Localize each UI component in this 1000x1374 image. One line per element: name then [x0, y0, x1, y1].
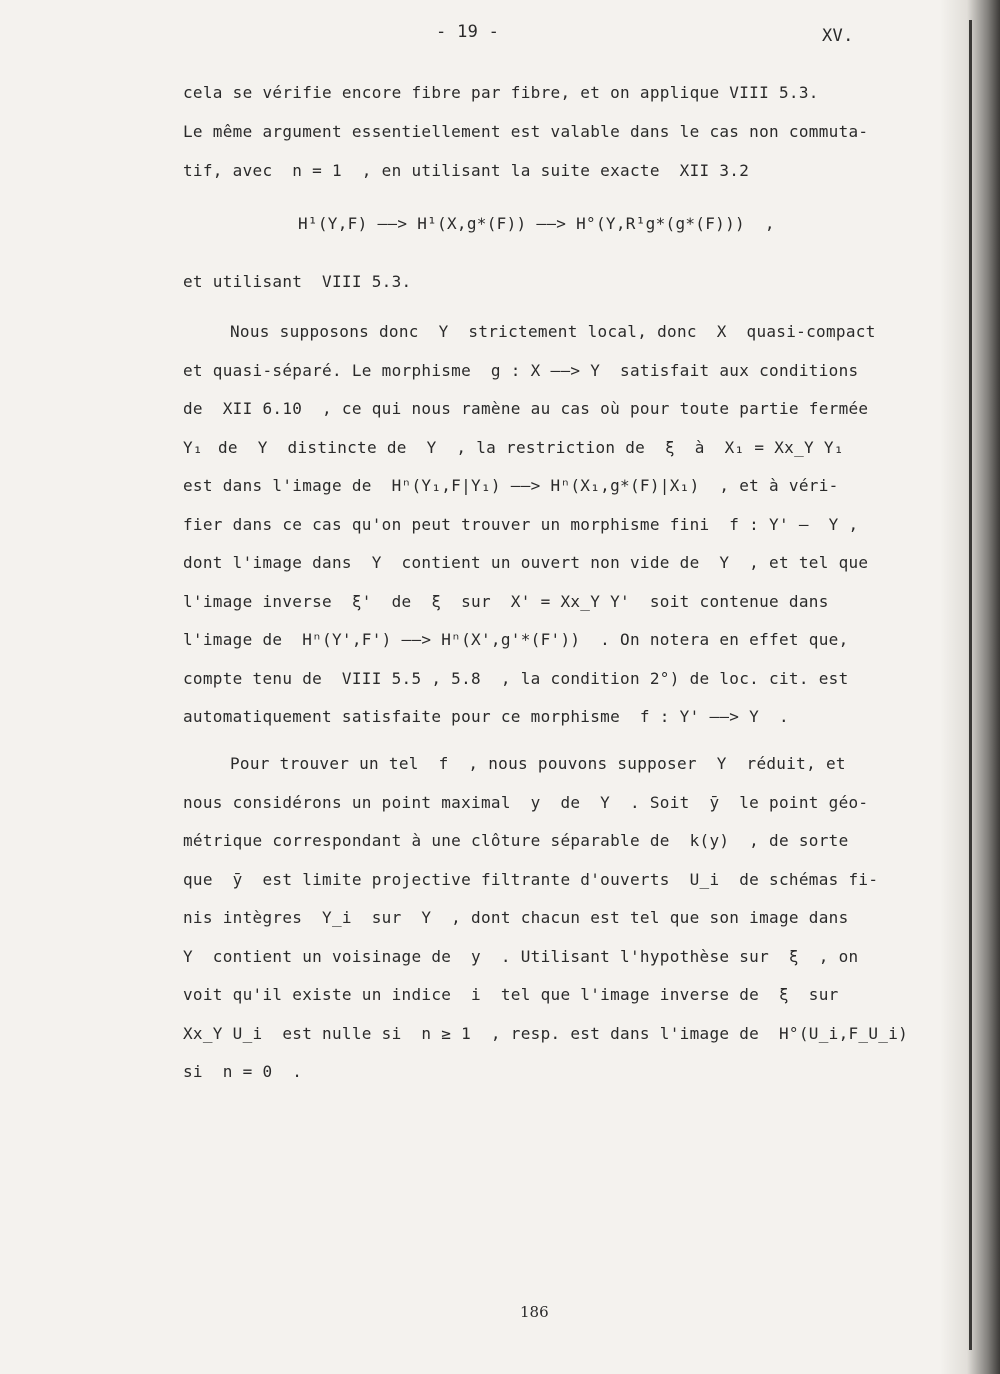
text-line: de XII 6.10 , ce qui nous ramène au cas où pour toute partie fermée [183, 399, 869, 418]
y1-symbol: Y₁ [183, 438, 203, 457]
text-line: et quasi-séparé. Le morphisme g : X ——> Y satisfait aux conditions [183, 361, 859, 380]
chapter-label: XV. [822, 26, 854, 46]
text-line: tif, avec n = 1 , en utilisant la suite exacte XII 3.2 [183, 161, 750, 180]
text-line: de Y distincte de Y , la restriction de ξ à X₁ = Xx_Y Y₁ [218, 438, 844, 457]
text-line: l'image de Hⁿ(Y',F') ——> Hⁿ(X',g'*(F')) . On notera en effet que, [183, 630, 849, 649]
text-line: si n = 0 . [183, 1062, 303, 1081]
text-line: nous considérons un point maximal y de Y . Soit ȳ le point géo- [183, 793, 869, 812]
text-line: automatiquement satisfaite pour ce morphisme f : Y' ——> Y . [183, 707, 789, 726]
text-line: compte tenu de VIII 5.5 , 5.8 , la condition 2°) de loc. cit. est [183, 669, 849, 688]
folio-number: 186 [520, 1303, 549, 1321]
text-line: Pour trouver un tel f , nous pouvons supposer Y réduit, et [230, 754, 846, 773]
text-line: nis intègres Y_i sur Y , dont chacun est tel que son image dans [183, 908, 849, 927]
text-line: Y contient un voisinage de y . Utilisant l'hypothèse sur ξ , on [183, 947, 859, 966]
text-line: métrique correspondant à une clôture séparable de k(y) , de sorte [183, 831, 849, 850]
page-number: - 19 - [436, 22, 500, 42]
text-line: et utilisant VIII 5.3. [183, 272, 412, 291]
text-line: dont l'image dans Y contient un ouvert non vide de Y , et tel que [183, 553, 869, 572]
text-line: fier dans ce cas qu'on peut trouver un morphisme fini f : Y' — Y , [183, 515, 859, 534]
text-line: voit qu'il existe un indice i tel que l'image inverse de ξ sur [183, 985, 839, 1004]
text-line: que ȳ est limite projective filtrante d'ouverts U_i de schémas fi- [183, 870, 879, 889]
text-line: est dans l'image de Hⁿ(Y₁,F|Y₁) ——> Hⁿ(X₁,g*(F)|X₁) , et à véri- [183, 476, 839, 495]
exact-sequence-formula: H¹(Y,F) ——> H¹(X,g*(F)) ——> H°(Y,R¹g*(g*(F))) , [298, 214, 775, 233]
text-line: cela se vérifie encore fibre par fibre, et on applique VIII 5.3. [183, 83, 819, 102]
binding-edge-line [969, 20, 972, 1350]
text-line: Nous supposons donc Y strictement local, donc X quasi-compact [230, 322, 876, 341]
text-line: l'image inverse ξ' de ξ sur X' = Xx_Y Y' soit contenue dans [183, 592, 829, 611]
text-line: Xx_Y U_i est nulle si n ≥ 1 , resp. est dans l'image de H°(U_i,F_U_i) [183, 1024, 909, 1043]
text-line: Le même argument essentiellement est valable dans le cas non commuta- [183, 122, 869, 141]
